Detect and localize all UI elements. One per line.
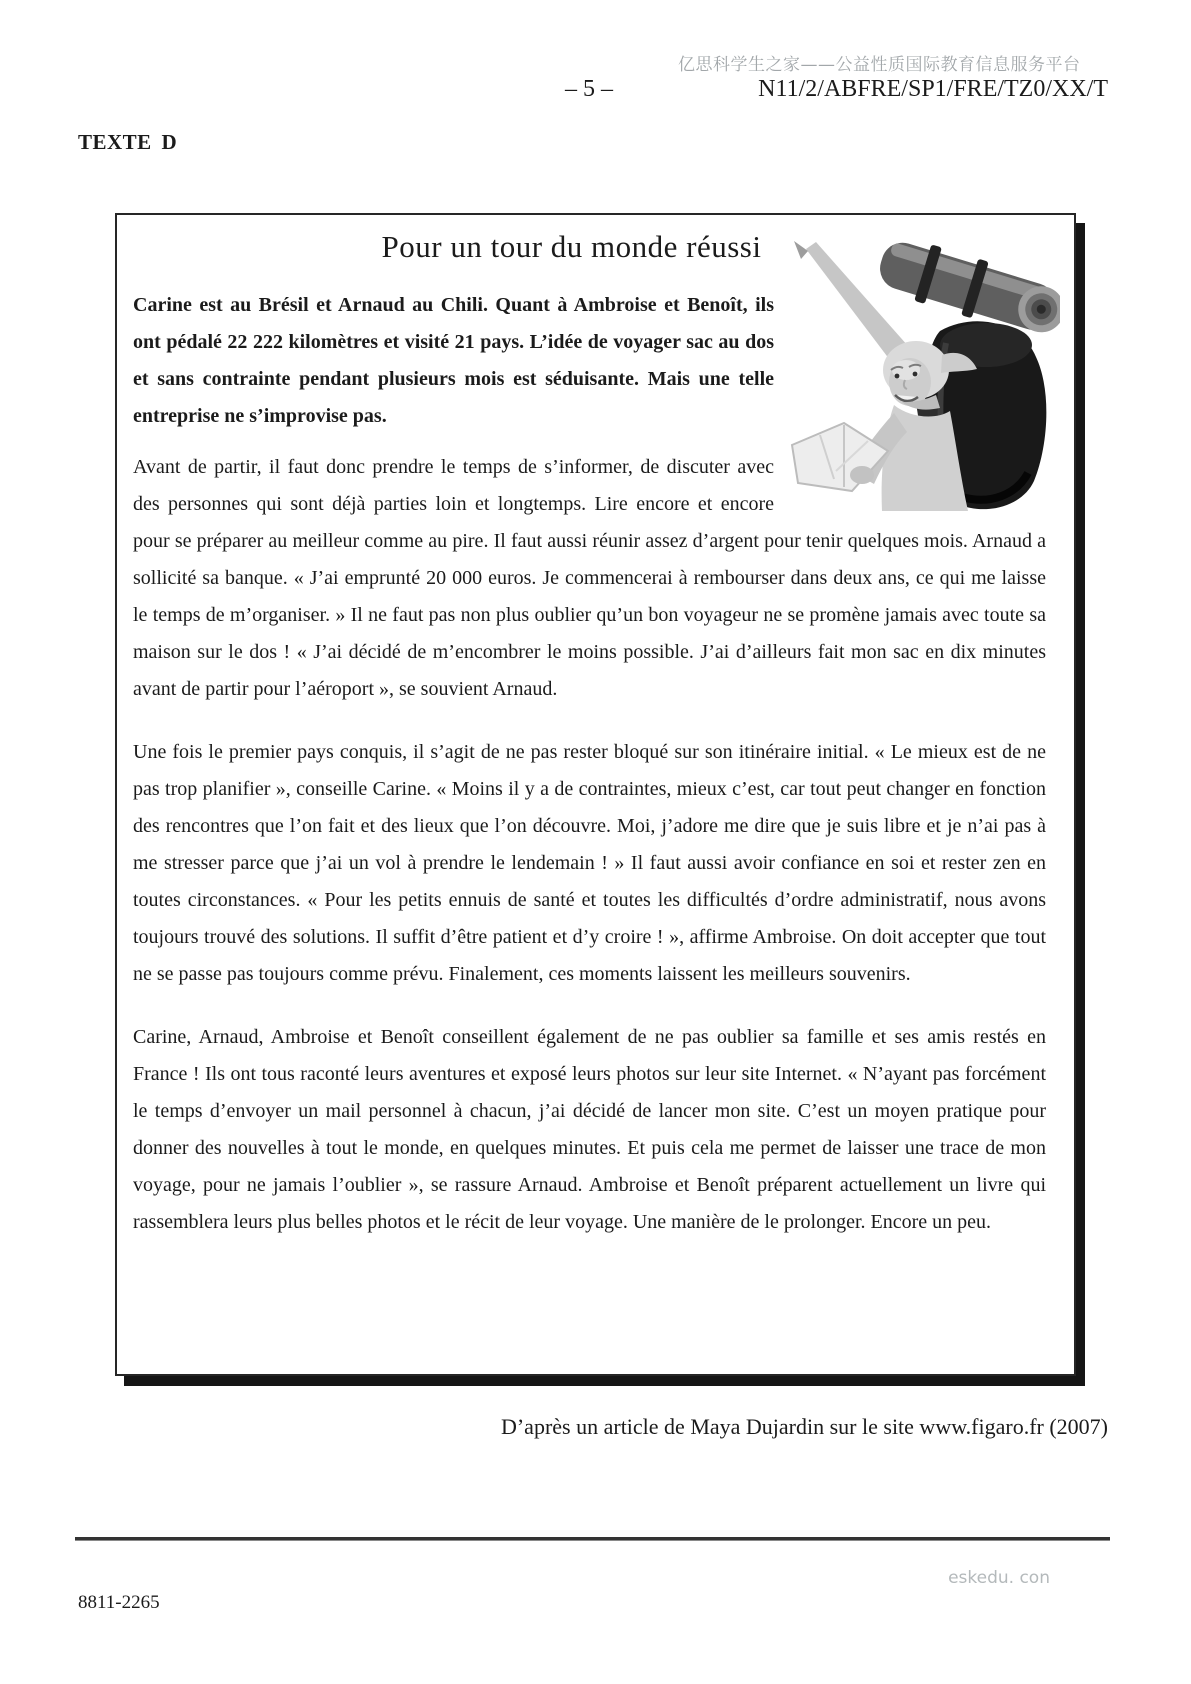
exam-code: N11/2/ABFRE/SP1/FRE/TZ0/XX/T <box>758 76 1108 102</box>
article-box <box>115 213 1076 1376</box>
site-watermark: eskedu. con <box>948 1568 1050 1588</box>
backpacker-photo <box>790 239 1060 511</box>
article-title: Pour un tour du monde réussi <box>381 229 762 264</box>
header-watermark: 亿思科学生之家——公益性质国际教育信息服务平台 <box>678 55 1081 75</box>
article-intro: Carine est au Brésil et Arnaud au Chili. Quant à Ambroise et Benoît, ils ont pédalé 22 222 kilomètres et visité 21 pays. L’idée de voyager sac au dos et sans contrainte pendant plusieurs mois est séduisante. Mais une telle entreprise ne s’improvise pas. <box>133 294 774 427</box>
article-paragraph-1: Avant de partir, il faut donc prendre le temps de s’informer, de discuter avec des personnes qui sont déjà parties loin et longtemps. Lire encore et encore pour se préparer au meilleur comme au pire. Il faut aussi réunir assez d’argent pour tenir quelques mois. Arnaud a sollicité sa banque. « J’ai emprunté 20 000 euros. Je commencerai à rembourser dans deux ans, ce qui me laisse le temps de m’organiser. » Il ne faut pas non plus oublier qu’un bon voyageur ne se promène jamais avec toute sa maison sur le dos ! « J’ai décidé de m’encombrer le moins possible. J’ai d’ailleurs fait mon sac en dix minutes avant de partir pour l’aéroport », se souvient Arnaud. <box>133 456 1046 700</box>
article-paragraph-2: Une fois le premier pays conquis, il s’agit de ne pas rester bloqué sur son itinéraire initial. « Le mieux est de ne pas trop planifier », conseille Carine. « Moins il y a de contraintes, mieux c’est, car tout peut changer en fonction des rencontres que l’on fait et des lieux que l’on découvre. Moi, j’adore me dire que je suis libre et je n’ai pas à me stresser parce que j’ai un vol à prendre le lendemain ! » Il faut aussi avoir confiance en soi et rester zen en toutes circonstances. « Pour les petits ennuis de santé et toutes les difficultés d’ordre administratif, nous avons toujours trouvé des solutions. Il suffit d’être patient et d’y croire ! », affirme Ambroise. On doit accepter que tout ne se passe pas toujours comme prévu. Finalement, ces moments laissent les meilleurs souvenirs. <box>133 741 1046 985</box>
article-paragraph-3: Carine, Arnaud, Ambroise et Benoît conseillent également de ne pas oublier sa famille et ses amis restés en France ! Ils ont tous raconté leurs aventures et exposé leurs photos sur leur site Internet. « N’ayant pas forcément le temps d’envoyer un mail personnel à chacun, j’ai décidé de lancer mon site. C’est un moyen pratique pour donner des nouvelles à tout le monde, en quelques minutes. Et puis cela me permet de laisser une trace de mon voyage, pour ne jamais l’oublier », se rassure Arnaud. Ambroise et Benoît préparent actuellement un livre qui rassemblera leurs plus belles photos et le récit de leur voyage. Une manière de le prolonger. Encore un peu. <box>133 1026 1046 1233</box>
footer-rule <box>75 1537 1110 1541</box>
page-number: – 5 – <box>565 76 613 102</box>
backpacker-photo-illustration <box>790 239 1060 511</box>
section-label: TEXTE D <box>78 130 178 154</box>
attribution: D’après un article de Maya Dujardin sur le site www.figaro.fr (2007) <box>500 1414 1108 1439</box>
document-code: 8811-2265 <box>78 1592 160 1613</box>
